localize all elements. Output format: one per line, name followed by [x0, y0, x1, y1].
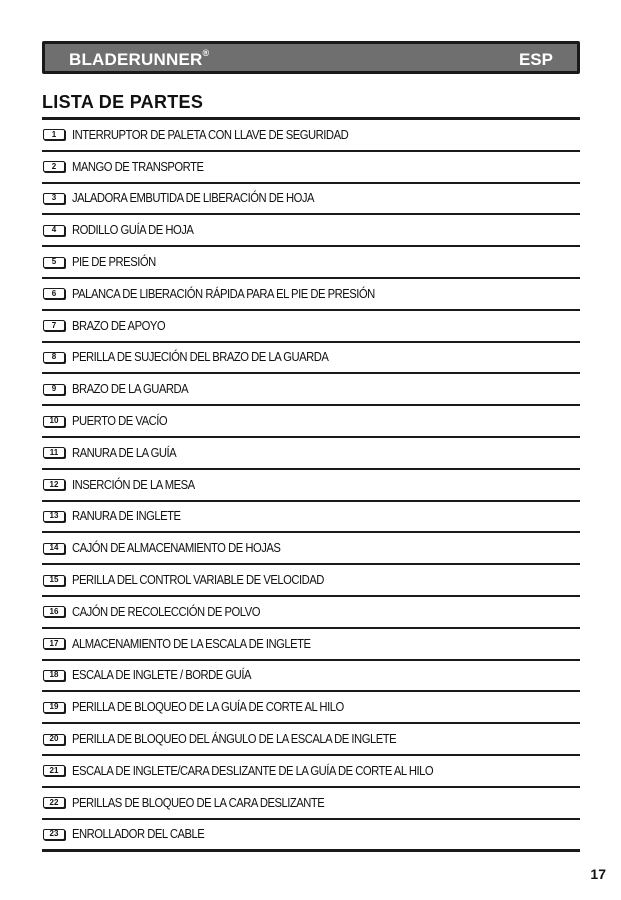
list-item: [42, 692, 580, 724]
part-name: PALANCA DE LIBERACIÓN RÁPIDA PARA EL PIE DE PRESIÓN: [72, 286, 375, 301]
list-item: [42, 215, 580, 247]
section-title: LISTA DE PARTES: [42, 92, 204, 112]
part-number-badge: 21: [43, 765, 65, 776]
part-number-badge: 20: [43, 734, 65, 745]
list-item: [42, 502, 580, 534]
part-name: RODILLO GUÍA DE HOJA: [72, 223, 194, 238]
part-number-badge: 12: [43, 479, 65, 490]
list-item: [42, 820, 580, 853]
part-name: ESCALA DE INGLETE/CARA DESLIZANTE DE LA GUÍA DE CORTE AL HILO: [72, 763, 434, 778]
part-name: PERILLA DE BLOQUEO DEL ÁNGULO DE LA ESCALA DE INGLETE: [72, 732, 397, 747]
part-name: PERILLA DE SUJECIÓN DEL BRAZO DE LA GUARDA: [72, 350, 329, 365]
part-number-badge: 1: [43, 129, 65, 140]
brand-title: BLADERUNNER®: [69, 48, 210, 69]
list-item: [42, 374, 580, 406]
part-number-badge: 22: [43, 797, 65, 808]
part-number-badge: 9: [43, 384, 65, 395]
list-item: [42, 533, 580, 565]
list-item: [42, 597, 580, 629]
part-name: PERILLA DE BLOQUEO DE LA GUÍA DE CORTE AL HILO: [72, 700, 344, 715]
registered-mark: ®: [202, 48, 210, 59]
list-item: [42, 406, 580, 438]
parts-list: [42, 117, 580, 852]
list-item: [42, 438, 580, 470]
part-name: JALADORA EMBUTIDA DE LIBERACIÓN DE HOJA: [72, 191, 315, 206]
part-name: BRAZO DE APOYO: [72, 318, 166, 333]
header-bar: [42, 41, 580, 74]
part-number-badge: 13: [43, 511, 65, 522]
part-name: PUERTO DE VACÍO: [72, 414, 168, 429]
part-name: ALMACENAMIENTO DE LA ESCALA DE INGLETE: [72, 636, 311, 651]
list-item: [42, 279, 580, 311]
part-number-badge: 7: [43, 320, 65, 331]
list-item: [42, 470, 580, 502]
part-number-badge: 23: [43, 829, 65, 840]
list-item: [42, 120, 580, 152]
part-name: CAJÓN DE ALMACENAMIENTO DE HOJAS: [72, 541, 281, 556]
part-number-badge: 18: [43, 670, 65, 681]
part-number-badge: 6: [43, 288, 65, 299]
part-number-badge: 2: [43, 161, 65, 172]
list-item: [42, 756, 580, 788]
part-name: INSERCIÓN DE LA MESA: [72, 477, 195, 492]
part-number-badge: 14: [43, 543, 65, 554]
part-number-badge: 4: [43, 225, 65, 236]
part-number-badge: 17: [43, 638, 65, 649]
page-number: 17: [590, 866, 606, 882]
part-name: ENROLLADOR DEL CABLE: [72, 827, 205, 842]
part-name: PERILLA DEL CONTROL VARIABLE DE VELOCIDAD: [72, 573, 324, 588]
list-item: [42, 565, 580, 597]
list-item: [42, 184, 580, 216]
list-item: [42, 788, 580, 820]
list-item: [42, 724, 580, 756]
part-name: ESCALA DE INGLETE / BORDE GUÍA: [72, 668, 251, 683]
part-number-badge: 10: [43, 416, 65, 427]
list-item: [42, 661, 580, 693]
part-number-badge: 3: [43, 193, 65, 204]
list-item: [42, 629, 580, 661]
part-name: RANURA DE LA GUÍA: [72, 445, 177, 460]
part-number-badge: 11: [43, 447, 65, 458]
part-name: MANGO DE TRANSPORTE: [72, 159, 204, 174]
part-number-badge: 8: [43, 352, 65, 363]
part-name: INTERRUPTOR DE PALETA CON LLAVE DE SEGURIDAD: [72, 127, 349, 142]
list-item: [42, 311, 580, 343]
part-number-badge: 5: [43, 257, 65, 268]
part-number-badge: 16: [43, 606, 65, 617]
language-code: ESP: [518, 50, 553, 69]
list-item: [42, 247, 580, 279]
part-number-badge: 15: [43, 575, 65, 586]
part-name: PIE DE PRESIÓN: [72, 255, 156, 270]
part-name: BRAZO DE LA GUARDA: [72, 382, 189, 397]
part-number-badge: 19: [43, 702, 65, 713]
part-name: RANURA DE INGLETE: [72, 509, 181, 524]
list-item: [42, 343, 580, 375]
part-name: CAJÓN DE RECOLECCIÓN DE POLVO: [72, 604, 260, 619]
list-item: [42, 152, 580, 184]
part-name: PERILLAS DE BLOQUEO DE LA CARA DESLIZANTE: [72, 795, 325, 810]
